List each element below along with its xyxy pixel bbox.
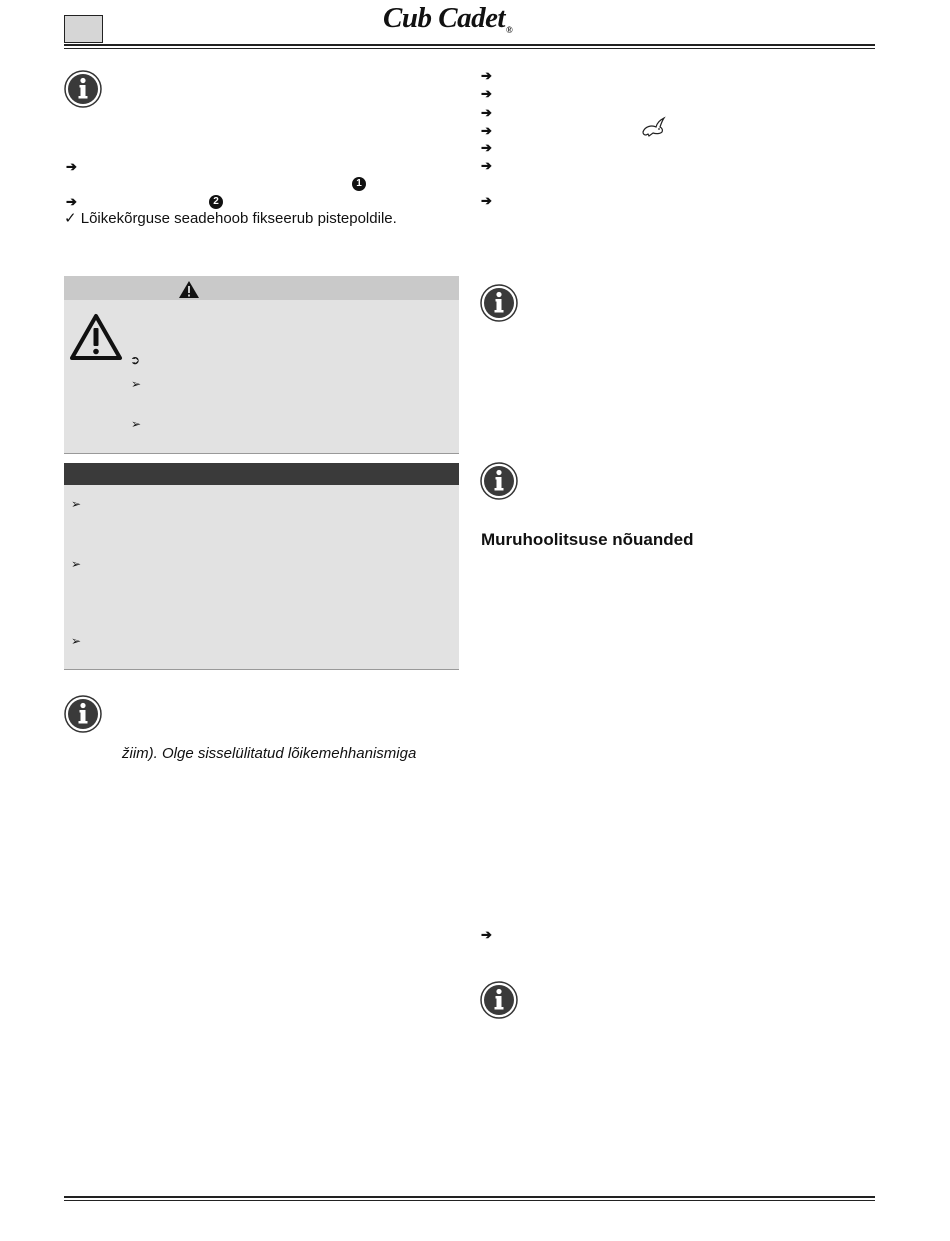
result-text: ✓ Lõikekõrguse seadehoob fikseerub pistepoldile. <box>64 210 397 227</box>
info-icon <box>64 695 102 733</box>
triangle-bullet-icon: ➢ <box>71 557 82 571</box>
arrow-right-icon: ➔ <box>481 123 492 138</box>
triangle-bullet-icon: ➢ <box>71 634 82 648</box>
circle-arrow-icon: ➲ <box>130 353 141 367</box>
footer-rule <box>64 1196 875 1198</box>
section-heading: Muruhoolitsuse nõuanded <box>481 530 694 549</box>
page-number-box <box>64 15 103 43</box>
warning-header <box>64 276 459 300</box>
warning-triangle-icon <box>69 313 123 361</box>
triangle-bullet-icon: ➢ <box>131 377 142 391</box>
warning-triangle-icon <box>178 280 200 299</box>
info-icon <box>480 284 518 322</box>
arrow-right-icon: ➔ <box>481 86 492 101</box>
warning-box <box>64 276 459 454</box>
step-marker-2: 2 <box>209 195 223 209</box>
info-icon <box>480 462 518 500</box>
arrow-right-icon: ➔ <box>481 193 492 208</box>
brand-logo: Cub Cadet® <box>383 2 513 35</box>
note-box <box>64 463 459 670</box>
arrow-right-icon: ➔ <box>66 194 77 209</box>
header-rule-thin <box>64 48 875 49</box>
note-header <box>64 463 459 485</box>
info-icon <box>64 70 102 108</box>
arrow-right-icon: ➔ <box>481 140 492 155</box>
header-rule <box>64 44 875 46</box>
info-icon <box>480 981 518 1019</box>
arrow-right-icon: ➔ <box>481 927 492 942</box>
footer-rule-thin <box>64 1200 875 1201</box>
arrow-right-icon: ➔ <box>66 159 77 174</box>
arrow-right-icon: ➔ <box>481 68 492 83</box>
arrow-right-icon: ➔ <box>481 105 492 120</box>
arrow-right-icon: ➔ <box>481 158 492 173</box>
hare-speed-icon <box>640 116 666 138</box>
step-marker-1: 1 <box>352 177 366 191</box>
triangle-bullet-icon: ➢ <box>131 417 142 431</box>
italic-text: žiim). Olge sisselülitatud lõikemehhanismiga <box>122 745 417 762</box>
triangle-bullet-icon: ➢ <box>71 497 82 511</box>
